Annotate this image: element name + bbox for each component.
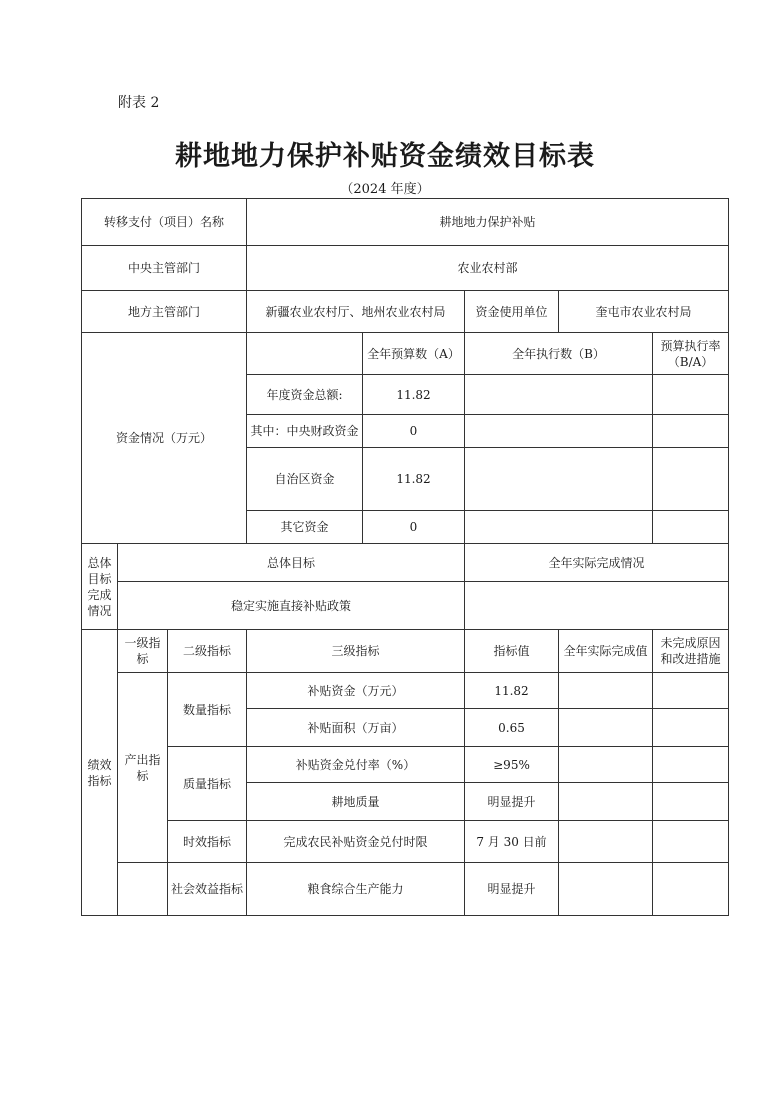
funds-section-label: 资金情况（万元） [82, 333, 247, 544]
indicator-name: 耕地质量 [247, 783, 465, 821]
funds-row-rate [653, 415, 729, 448]
indicator-reason [653, 673, 729, 709]
performance-table [81, 198, 729, 916]
funds-header-blank [247, 333, 363, 375]
indicator-actual [559, 863, 653, 916]
funds-row-label: 其中：中央财政资金 [247, 415, 363, 448]
actual-header: 全年实际完成值 [559, 630, 653, 673]
indicator-row [82, 821, 729, 863]
indicator-actual [559, 821, 653, 863]
funds-header-row [82, 333, 729, 375]
funds-row-budget: 11.82 [363, 375, 465, 415]
indicator-value: 明显提升 [465, 783, 559, 821]
indicator-reason [653, 821, 729, 863]
output-indicator-label: 产出指标 [118, 673, 168, 863]
goals-value-row [82, 582, 729, 630]
indicator-name: 补贴资金兑付率（%） [247, 747, 465, 783]
indicator-value: 明显提升 [465, 863, 559, 916]
indicator-name: 补贴面积（万亩） [247, 709, 465, 747]
timeliness-indicator-label: 时效指标 [168, 821, 247, 863]
central-dept-row [82, 246, 729, 291]
funds-row-rate [653, 375, 729, 415]
indicator-actual [559, 783, 653, 821]
year-subtitle: （2024 年度） [340, 182, 430, 197]
funds-row-executed [465, 415, 653, 448]
central-dept-value: 农业农村部 [247, 246, 729, 291]
indicator-value: 0.65 [465, 709, 559, 747]
goals-header-row [82, 544, 729, 582]
indicators-section-label: 绩效指标 [82, 630, 118, 916]
indicators-header-row [82, 630, 729, 673]
goals-target-header: 总体目标 [118, 544, 465, 582]
central-dept-label: 中央主管部门 [82, 246, 247, 291]
funds-row-budget: 11.82 [363, 448, 465, 511]
indicator-reason [653, 709, 729, 747]
indicator-reason [653, 783, 729, 821]
funds-row-label: 自治区资金 [247, 448, 363, 511]
indicator-actual [559, 747, 653, 783]
funds-row-label: 其它资金 [247, 511, 363, 544]
reason-header: 未完成原因和改进措施 [653, 630, 729, 673]
level2-header: 二级指标 [168, 630, 247, 673]
user-unit-value: 奎屯市农业农村局 [559, 291, 729, 333]
value-header: 指标值 [465, 630, 559, 673]
indicator-value: 11.82 [465, 673, 559, 709]
indicator-actual [559, 673, 653, 709]
indicator-name: 完成农民补贴资金兑付时限 [247, 821, 465, 863]
funds-row-label: 年度资金总额: [247, 375, 363, 415]
indicator-name: 补贴资金（万元） [247, 673, 465, 709]
funds-row-budget: 0 [363, 511, 465, 544]
local-dept-row [82, 291, 729, 333]
quantity-indicator-label: 数量指标 [168, 673, 247, 747]
local-dept-value: 新疆农业农村厅、地州农业农村局 [247, 291, 465, 333]
funds-budget-header: 全年预算数（A） [363, 333, 465, 375]
goals-completion-header: 全年实际完成情况 [465, 544, 729, 582]
project-name-value: 耕地地力保护补贴 [247, 199, 729, 246]
level1-header: 一级指标 [118, 630, 168, 673]
funds-row-executed [465, 511, 653, 544]
page-title: 耕地地力保护补贴资金绩效目标表 [175, 141, 595, 172]
local-dept-label: 地方主管部门 [82, 291, 247, 333]
level3-header: 三级指标 [247, 630, 465, 673]
funds-row-executed [465, 448, 653, 511]
quality-indicator-label: 质量指标 [168, 747, 247, 821]
project-name-label: 转移支付（项目）名称 [82, 199, 247, 246]
indicator-row [82, 747, 729, 783]
indicator-row [82, 863, 729, 916]
indicator-name: 粮食综合生产能力 [247, 863, 465, 916]
benefit-indicator-blank [118, 863, 168, 916]
indicator-reason [653, 747, 729, 783]
indicator-reason [653, 863, 729, 916]
funds-row-rate [653, 511, 729, 544]
indicator-value: ≥95% [465, 747, 559, 783]
funds-row-executed [465, 375, 653, 415]
funds-rate-header: 预算执行率（B/A） [653, 333, 729, 375]
goals-section-label: 总体目标完成情况 [82, 544, 118, 630]
funds-row-rate [653, 448, 729, 511]
indicator-row [82, 673, 729, 709]
user-unit-label: 资金使用单位 [465, 291, 559, 333]
social-indicator-label: 社会效益指标 [168, 863, 247, 916]
indicator-actual [559, 709, 653, 747]
project-name-row [82, 199, 729, 246]
funds-executed-header: 全年执行数（B） [465, 333, 653, 375]
goals-completion-value [465, 582, 729, 630]
funds-row-budget: 0 [363, 415, 465, 448]
indicator-value: 7 月 30 日前 [465, 821, 559, 863]
attachment-label: 附表 2 [118, 95, 160, 111]
goals-target-value: 稳定实施直接补贴政策 [118, 582, 465, 630]
